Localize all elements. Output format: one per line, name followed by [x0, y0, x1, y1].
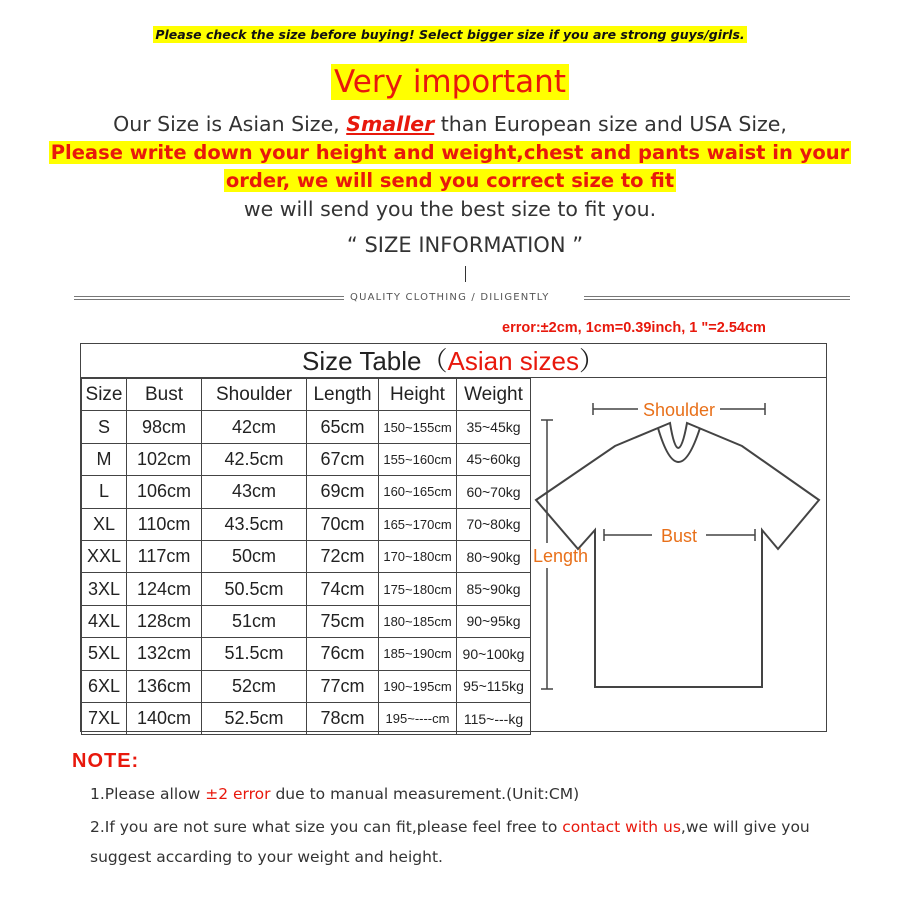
note-item-2-before: 2.If you are not sure what size you can fit,please feel free to: [90, 818, 563, 836]
size-row: [82, 702, 531, 734]
cell-shoulder: 43cm: [202, 476, 307, 508]
cell-bust: 128cm: [127, 605, 202, 637]
size-table-title-main: Size Table（: [301, 346, 448, 376]
cell-shoulder: 42cm: [202, 411, 307, 443]
cell-shoulder: 52.5cm: [202, 702, 307, 734]
cell-height: 155~160cm: [379, 443, 457, 475]
size-table-title-close: ）: [578, 346, 605, 376]
size-row: [82, 638, 531, 670]
cell-length: 75cm: [307, 605, 379, 637]
cell-size: 6XL: [82, 670, 127, 702]
size-warning-text: Please check the size before buying! Select bigger size if you are strong guys/girls.: [155, 27, 745, 42]
cell-weight: 60~70kg: [457, 476, 531, 508]
size-warning-banner: [0, 26, 900, 44]
title-divider-tick: [465, 266, 466, 282]
cell-height: 180~185cm: [379, 605, 457, 637]
asian-size-notice: [0, 112, 900, 136]
cell-length: 69cm: [307, 476, 379, 508]
cell-length: 78cm: [307, 702, 379, 734]
cell-size: 3XL: [82, 573, 127, 605]
cell-bust: 102cm: [127, 443, 202, 475]
cell-weight: 35~45kg: [457, 411, 531, 443]
note-item-2: [90, 818, 810, 836]
size-row: [82, 411, 531, 443]
cell-weight: 90~95kg: [457, 605, 531, 637]
cell-shoulder: 51.5cm: [202, 638, 307, 670]
header-weight: Weight: [457, 379, 531, 411]
cell-length: 77cm: [307, 670, 379, 702]
cell-height: 195~----cm: [379, 702, 457, 734]
header-bust: Bust: [127, 379, 202, 411]
note-item-2-after: ,we will give you: [680, 818, 810, 836]
cell-size: XXL: [82, 540, 127, 572]
cell-length: 70cm: [307, 508, 379, 540]
size-row: [82, 476, 531, 508]
cell-weight: 80~90kg: [457, 540, 531, 572]
cell-weight: 70~80kg: [457, 508, 531, 540]
cell-shoulder: 42.5cm: [202, 443, 307, 475]
measurement-request-text-2: order, we will send you correct size to fit: [225, 169, 675, 192]
best-size-line: we will send you the best size to fit you.: [243, 197, 657, 221]
cell-shoulder: 51cm: [202, 605, 307, 637]
size-row: [82, 443, 531, 475]
cell-length: 65cm: [307, 411, 379, 443]
cell-height: 150~155cm: [379, 411, 457, 443]
cell-height: 170~180cm: [379, 540, 457, 572]
size-row: [82, 573, 531, 605]
cell-height: 160~165cm: [379, 476, 457, 508]
cell-bust: 98cm: [127, 411, 202, 443]
cell-height: 165~170cm: [379, 508, 457, 540]
measurement-request-text-1: Please write down your height and weight,chest and pants waist in your: [50, 141, 850, 164]
cell-bust: 124cm: [127, 573, 202, 605]
cell-bust: 117cm: [127, 540, 202, 572]
asian-size-before: Our Size is Asian Size,: [113, 112, 347, 136]
shoulder-label: Shoulder: [642, 400, 716, 420]
cell-shoulder: 50.5cm: [202, 573, 307, 605]
cell-weight: 90~100kg: [457, 638, 531, 670]
asian-size-after: than European size and USA Size,: [434, 112, 787, 136]
size-row: [82, 605, 531, 637]
note-item-1-red: ±2 error: [205, 785, 271, 803]
smaller-emphasis: Smaller: [346, 112, 435, 136]
left-double-rule: [74, 296, 344, 300]
cell-bust: 106cm: [127, 476, 202, 508]
tshirt-measurement-diagram: [530, 378, 826, 731]
size-row: [82, 670, 531, 702]
cell-size: S: [82, 411, 127, 443]
cell-shoulder: 52cm: [202, 670, 307, 702]
size-table: [81, 378, 531, 735]
measurement-request-line-2: [0, 169, 900, 192]
note-item-2-red: contact with us: [562, 818, 681, 836]
cell-weight: 85~90kg: [457, 573, 531, 605]
cell-height: 175~180cm: [379, 573, 457, 605]
cell-size: L: [82, 476, 127, 508]
cell-bust: 140cm: [127, 702, 202, 734]
cell-size: 7XL: [82, 702, 127, 734]
right-double-rule: [584, 296, 850, 300]
tshirt-diagram-svg: [530, 378, 826, 731]
cell-bust: 132cm: [127, 638, 202, 670]
size-table-title-asian: Asian sizes: [447, 346, 579, 376]
error-conversion-note: error:±2cm, 1cm=0.39inch, 1 "=2.54cm: [502, 320, 766, 336]
cell-length: 74cm: [307, 573, 379, 605]
cell-size: XL: [82, 508, 127, 540]
cell-weight: 115~---kg: [457, 702, 531, 734]
cell-length: 72cm: [307, 540, 379, 572]
size-table-title: [81, 344, 826, 378]
cell-size: 5XL: [82, 638, 127, 670]
note-item-2-line-2: suggest accarding to your weight and height.: [90, 848, 443, 866]
note-title: NOTE:: [72, 750, 140, 772]
header-length: Length: [307, 379, 379, 411]
cell-size: M: [82, 443, 127, 475]
note-item-1-before: 1.Please allow: [90, 785, 206, 803]
size-row: [82, 540, 531, 572]
headline-text: Very important: [331, 64, 569, 100]
cell-shoulder: 50cm: [202, 540, 307, 572]
quality-tagline: QUALITY CLOTHING / DILIGENTLY: [350, 292, 550, 303]
cell-height: 185~190cm: [379, 638, 457, 670]
measurement-request-line-1: [0, 141, 900, 164]
size-table-panel: [80, 343, 827, 732]
cell-height: 190~195cm: [379, 670, 457, 702]
size-row: [82, 508, 531, 540]
bust-label: Bust: [660, 526, 698, 546]
header-shoulder: Shoulder: [202, 379, 307, 411]
cell-bust: 136cm: [127, 670, 202, 702]
length-label: Length: [533, 546, 589, 566]
cell-bust: 110cm: [127, 508, 202, 540]
tshirt-collar-icon: [658, 428, 700, 462]
very-important-headline: [0, 64, 900, 100]
size-table-header-row: [82, 379, 531, 411]
header-size: Size: [82, 379, 127, 411]
cell-weight: 45~60kg: [457, 443, 531, 475]
cell-weight: 95~115kg: [457, 670, 531, 702]
note-item-1: [90, 785, 579, 803]
header-height: Height: [379, 379, 457, 411]
cell-shoulder: 43.5cm: [202, 508, 307, 540]
note-item-1-after: due to manual measurement.(Unit:CM): [270, 785, 580, 803]
size-information-title: “ SIZE INFORMATION ”: [346, 233, 584, 257]
cell-length: 76cm: [307, 638, 379, 670]
cell-length: 67cm: [307, 443, 379, 475]
cell-size: 4XL: [82, 605, 127, 637]
